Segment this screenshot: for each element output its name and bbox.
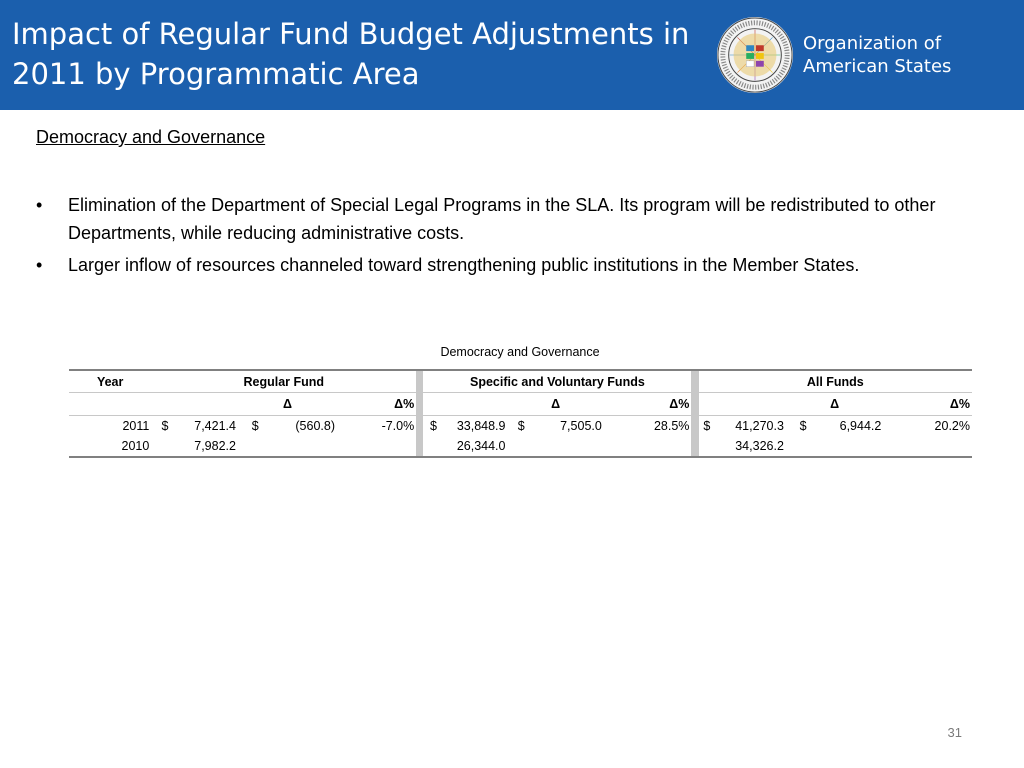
title-banner [0, 0, 1024, 110]
bullet-dot-icon: • [36, 195, 43, 215]
oas-seal-logo [716, 16, 794, 94]
currency-cell: $ [786, 416, 809, 437]
column-divider [691, 393, 698, 416]
column-divider [691, 370, 698, 393]
header-year: Year [69, 370, 151, 393]
column-divider [416, 370, 423, 393]
column-divider [416, 393, 423, 416]
regular-fund-value: 7,982.2 [170, 436, 238, 457]
column-divider [691, 416, 698, 437]
year-cell: 2010 [69, 436, 151, 457]
table-header-row [69, 370, 972, 393]
table-subheader-row [69, 393, 972, 416]
delta-percent-symbol: Δ% [604, 393, 692, 416]
header-all-funds: All Funds [699, 370, 972, 393]
year-cell: 2011 [69, 416, 151, 437]
column-divider [416, 416, 423, 437]
regular-fund-value: 7,421.4 [170, 416, 238, 437]
page-number: 31 [947, 725, 962, 740]
slide-title-line-1: Impact of Regular Fund Budget Adjustments in [12, 17, 690, 51]
bullet-dot-icon: • [36, 255, 43, 275]
currency-cell: $ [699, 416, 713, 437]
column-divider [416, 436, 423, 457]
table-caption: Democracy and Governance [440, 345, 600, 359]
specific-funds-value: 26,344.0 [439, 436, 508, 457]
bullet-text: Larger inflow of resources channeled toward strengthening public institutions in the Member States. [68, 255, 860, 275]
specific-funds-delta-pct: 28.5% [604, 416, 692, 437]
bullet-item [36, 251, 936, 279]
regular-fund-delta: (560.8) [261, 416, 337, 437]
column-divider [691, 436, 698, 457]
delta-symbol: Δ [238, 393, 337, 416]
delta-percent-symbol: Δ% [337, 393, 416, 416]
all-funds-delta: 6,944.2 [809, 416, 884, 437]
bullet-list [36, 191, 936, 283]
bullet-text: Elimination of the Department of Special Legal Programs in the SLA. Its program will be redistributed to other Departments, while reducing administrative costs. [68, 195, 936, 243]
slide-title [12, 14, 692, 94]
table-row [69, 436, 972, 457]
all-funds-value: 34,326.2 [712, 436, 786, 457]
organization-name [803, 32, 951, 78]
specific-funds-delta: 7,505.0 [527, 416, 604, 437]
section-subheading: Democracy and Governance [36, 127, 266, 147]
currency-cell: $ [151, 416, 170, 437]
specific-funds-value: 33,848.9 [439, 416, 508, 437]
table-row [69, 416, 972, 437]
org-name-line-2: American States [803, 56, 952, 77]
all-funds-value: 41,270.3 [712, 416, 786, 437]
regular-fund-delta-pct: -7.0% [337, 416, 416, 437]
delta-percent-symbol: Δ% [883, 393, 972, 416]
delta-symbol: Δ [508, 393, 604, 416]
org-name-line-1: Organization of [803, 33, 942, 54]
currency-cell: $ [508, 416, 527, 437]
slide-title-line-2: 2011 by Programmatic Area [12, 57, 420, 91]
delta-symbol: Δ [786, 393, 883, 416]
header-specific-voluntary-funds: Specific and Voluntary Funds [423, 370, 691, 393]
bullet-item [36, 191, 936, 247]
header-regular-fund: Regular Fund [151, 370, 416, 393]
currency-cell: $ [423, 416, 439, 437]
currency-cell: $ [238, 416, 261, 437]
all-funds-delta-pct: 20.2% [883, 416, 972, 437]
budget-table [69, 369, 972, 458]
